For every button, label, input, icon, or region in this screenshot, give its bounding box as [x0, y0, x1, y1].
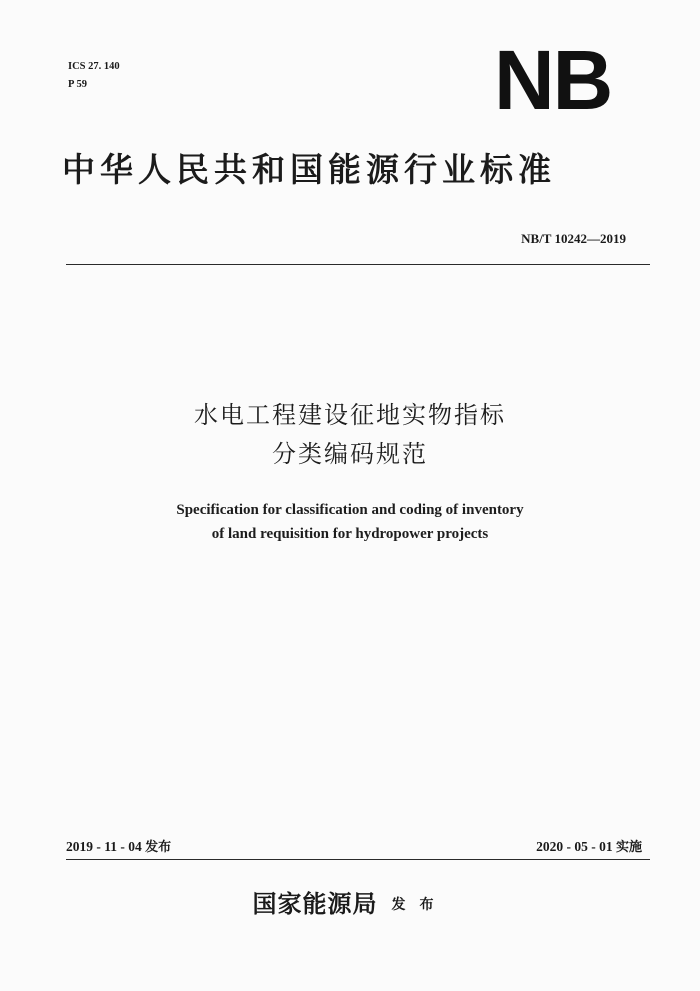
- nb-logo: NB: [494, 33, 612, 127]
- issue-date-block: [66, 836, 171, 855]
- effective-date-block: [536, 836, 642, 855]
- issue-label: 发布: [145, 840, 172, 855]
- top-divider: [66, 264, 650, 265]
- ccs-code: P 59: [68, 79, 87, 90]
- title-cn-line1: 水电工程建设征地实物指标: [194, 401, 506, 429]
- issue-date: 2019 - 11 - 04: [66, 839, 142, 854]
- publisher-name: 国家能源局: [252, 889, 378, 918]
- title-en-line1: Specification for classification and coding of inventory: [176, 502, 524, 518]
- title-en-line2: of land requisition for hydropower projects: [211, 526, 489, 542]
- ics-code: ICS 27. 140: [68, 61, 120, 72]
- effective-date: 2020 - 05 - 01: [536, 839, 613, 854]
- effective-label: 实施: [615, 840, 642, 855]
- bottom-divider: [66, 859, 650, 860]
- standard-code: NB/T 10242—2019: [521, 231, 626, 246]
- publisher-block: [0, 884, 700, 919]
- title-cn-line2: 分类编码规范: [272, 440, 428, 468]
- classification-codes: [68, 58, 120, 94]
- publisher-verb: 发布: [391, 897, 448, 913]
- standard-category-name: 中华人民共和国能源行业标准: [62, 150, 556, 189]
